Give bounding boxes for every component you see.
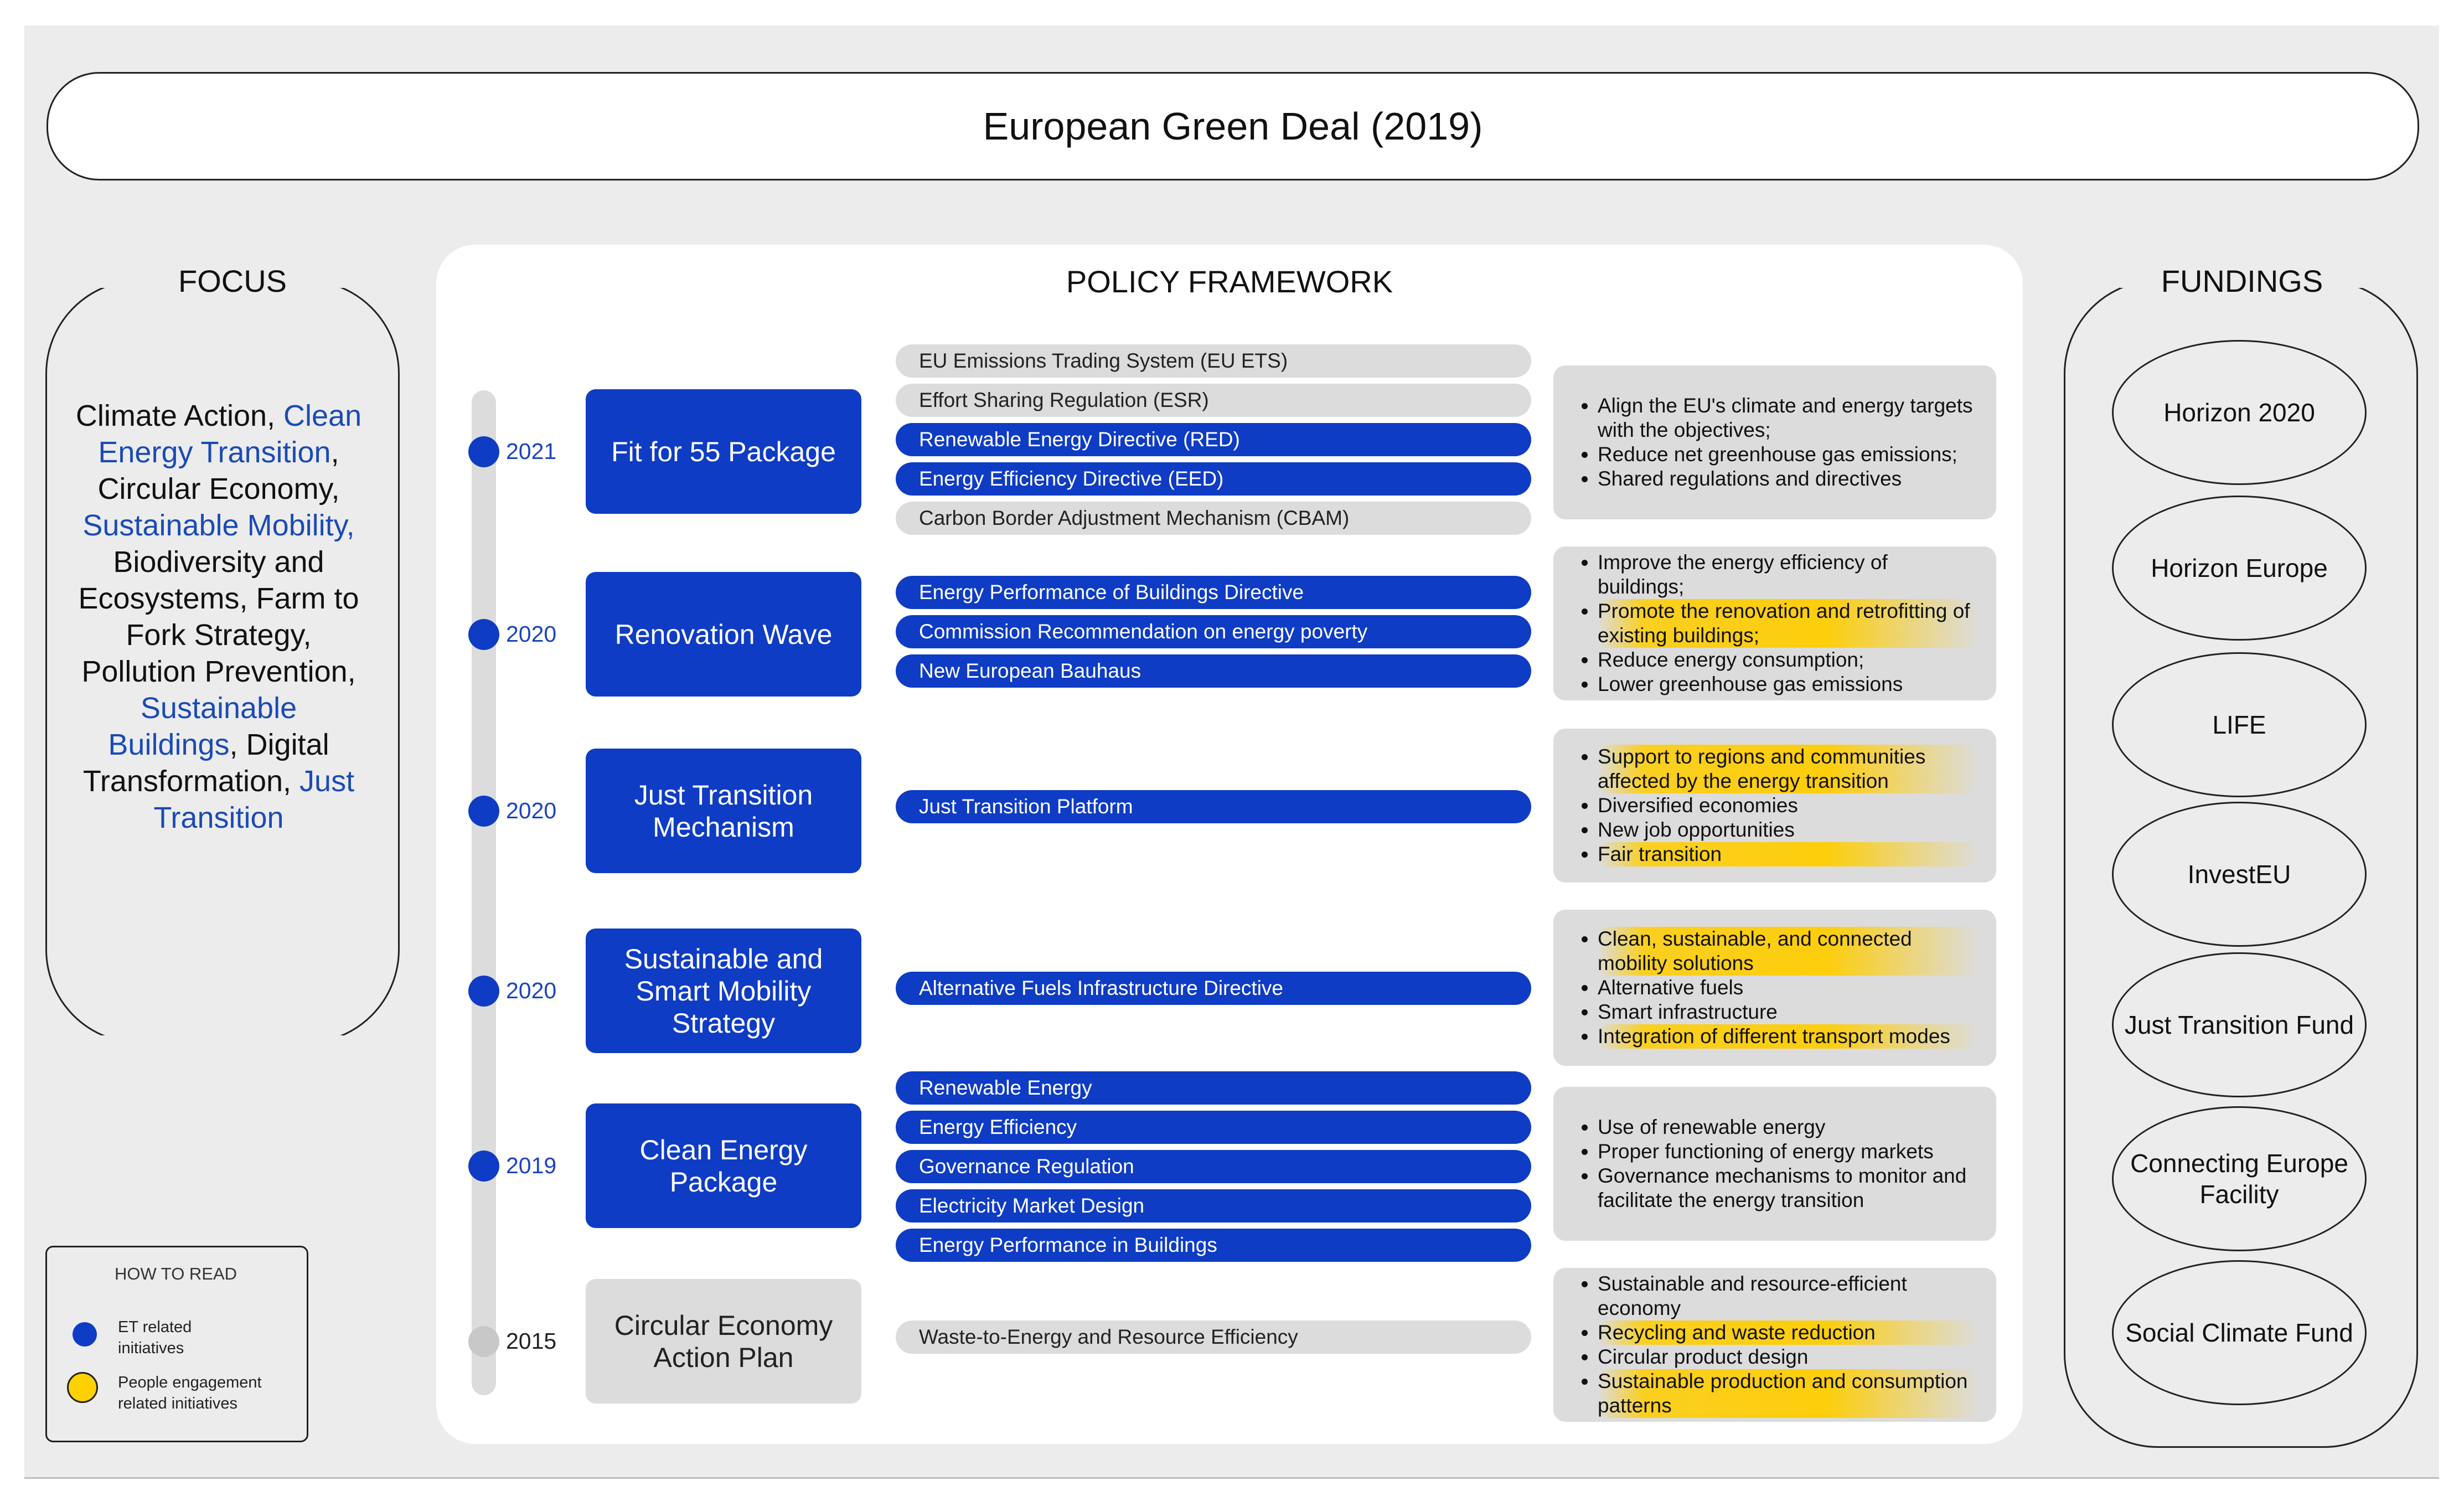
legend-et-label: ET related initiatives <box>118 1318 192 1357</box>
initiative-pill: Commission Recommendation on energy poverty <box>896 615 1531 648</box>
objective-item: • Diversified economies <box>1598 793 1980 818</box>
focus-segment: Just Transition <box>153 765 355 834</box>
objective-item-people-engagement: • Support to regions and communities affected by the energy transition <box>1598 745 1980 793</box>
objective-item-people-engagement: • Integration of different transport modes <box>1598 1024 1980 1049</box>
objective-item: • Improve the energy efficiency of buildings; <box>1598 550 1980 599</box>
funding-item: Just Transition Fund <box>2112 952 2367 1097</box>
initiative-pill: Renewable Energy Directive (RED) <box>896 423 1531 456</box>
objective-item-people-engagement: • Sustainable production and consumption patterns <box>1598 1369 1980 1418</box>
package-box: Just Transition Mechanism <box>586 749 861 873</box>
timeline-year: 2019 <box>506 1152 557 1178</box>
initiative-pill: Effort Sharing Regulation (ESR) <box>896 384 1531 417</box>
objectives-list <box>1575 745 1980 866</box>
focus-segment: Biodiversity and Ecosystems, Farm to Fork Strategy, Pollution Prevention, <box>78 545 359 688</box>
objective-item: • Governance mechanisms to monitor and facilitate the energy transition <box>1598 1164 1980 1213</box>
initiative-pill: Electricity Market Design <box>896 1189 1531 1223</box>
funding-item: Horizon 2020 <box>2112 340 2367 485</box>
objective-item: • Smart infrastructure <box>1598 1000 1980 1024</box>
objectives-list <box>1575 927 1980 1049</box>
timeline-bar <box>472 390 496 1395</box>
timeline-dot <box>468 796 499 827</box>
initiative-pill: Energy Performance of Buildings Directive <box>896 576 1531 609</box>
timeline-dot <box>468 1151 499 1182</box>
initiative-pill: Renewable Energy <box>896 1071 1531 1105</box>
objective-item-people-engagement: • Recycling and waste reduction <box>1598 1321 1980 1345</box>
focus-bracket-gap-bottom <box>89 1035 343 1052</box>
policy-framework-title: POLICY FRAMEWORK <box>1066 264 1393 299</box>
legend <box>45 1246 308 1442</box>
objective-item: • Circular product design <box>1598 1345 1980 1369</box>
legend-title: HOW TO READ <box>115 1264 237 1283</box>
package-box: Sustainable and Smart Mobility Strategy <box>586 929 861 1053</box>
timeline-dot <box>468 1326 499 1357</box>
focus-heading: FOCUS <box>178 264 287 298</box>
objectives-box <box>1553 910 1996 1066</box>
objective-item: • Sustainable and resource-efficient economy <box>1598 1272 1980 1321</box>
legend-people-label: People engagement related initiatives <box>118 1374 262 1412</box>
objective-item: • New job opportunities <box>1598 818 1980 842</box>
package-box: Fit for 55 Package <box>586 389 861 514</box>
objectives-list <box>1575 550 1980 697</box>
focus-segment: Sustainable Mobility, <box>82 509 355 542</box>
initiative-pill: EU Emissions Trading System (EU ETS) <box>896 344 1531 378</box>
timeline-dot <box>468 436 499 467</box>
objective-item-people-engagement: • Fair transition <box>1598 842 1980 866</box>
initiative-pill: Waste-to-Energy and Resource Efficiency <box>896 1321 1531 1354</box>
focus-segment: , Digital Transformation, <box>82 728 329 798</box>
fundings-heading: FUNDINGS <box>2161 264 2323 298</box>
initiative-pill: Carbon Border Adjustment Mechanism (CBAM) <box>896 502 1531 535</box>
objectives-box <box>1553 365 1996 519</box>
objectives-list <box>1575 1115 1980 1213</box>
initiative-pill: Governance Regulation <box>896 1150 1531 1183</box>
funding-item: Social Climate Fund <box>2112 1260 2367 1405</box>
objective-item: • Use of renewable energy <box>1598 1115 1980 1139</box>
timeline-year: 2021 <box>506 438 557 464</box>
focus-segment: Climate Action, <box>75 399 284 432</box>
funding-item: Connecting Europe Facility <box>2112 1106 2367 1251</box>
initiative-pill: Energy Efficiency Directive (EED) <box>896 462 1531 496</box>
objective-item: • Alternative fuels <box>1598 976 1980 1000</box>
objectives-box <box>1553 1087 1996 1241</box>
funding-item: Horizon Europe <box>2112 496 2367 641</box>
initiative-pill: Energy Performance in Buildings <box>896 1229 1531 1262</box>
initiative-pill: Alternative Fuels Infrastructure Directive <box>896 972 1531 1005</box>
legend-people-dot <box>67 1372 98 1403</box>
package-box: Circular Economy Action Plan <box>586 1279 861 1404</box>
initiative-pill: New European Bauhaus <box>896 654 1531 688</box>
legend-et-dot <box>73 1322 97 1347</box>
objectives-list <box>1575 1272 1980 1418</box>
timeline-year: 2020 <box>506 621 557 647</box>
objective-item: • Lower greenhouse gas emissions <box>1598 672 1980 697</box>
objective-item-people-engagement: • Clean, sustainable, and connected mobility solutions <box>1598 927 1980 976</box>
initiative-pill: Just Transition Platform <box>896 790 1531 823</box>
objective-item: • Reduce net greenhouse gas emissions; <box>1598 442 1980 467</box>
funding-item: LIFE <box>2112 652 2367 797</box>
funding-item: InvestEU <box>2112 802 2367 947</box>
timeline-year: 2020 <box>506 977 557 1003</box>
focus-segment: , Circular Economy, <box>97 436 340 506</box>
timeline-year: 2020 <box>506 797 557 823</box>
package-box: Clean Energy Package <box>586 1103 861 1228</box>
timeline-dot <box>468 619 499 650</box>
main-title: European Green Deal (2019) <box>47 72 2419 180</box>
objective-item: • Shared regulations and directives <box>1598 467 1980 491</box>
objective-item: • Proper functioning of energy markets <box>1598 1139 1980 1164</box>
focus-segment: Sustainable Buildings <box>108 692 297 761</box>
objective-item: • Reduce energy consumption; <box>1598 648 1980 672</box>
objective-item-people-engagement: • Promote the renovation and retrofitting of existing buildings; <box>1598 599 1980 648</box>
objectives-box <box>1553 1268 1996 1422</box>
objective-item: • Align the EU's climate and energy targets with the objectives; <box>1598 394 1980 442</box>
focus-text <box>72 398 365 836</box>
initiative-pill: Energy Efficiency <box>896 1111 1531 1144</box>
objectives-box <box>1553 546 1996 700</box>
package-box: Renovation Wave <box>586 572 861 697</box>
timeline-dot <box>468 976 499 1007</box>
focus-segment: Clean Energy Transition <box>98 399 362 469</box>
objectives-box <box>1553 729 1996 883</box>
objectives-list <box>1575 394 1980 491</box>
timeline-year: 2015 <box>506 1328 557 1354</box>
